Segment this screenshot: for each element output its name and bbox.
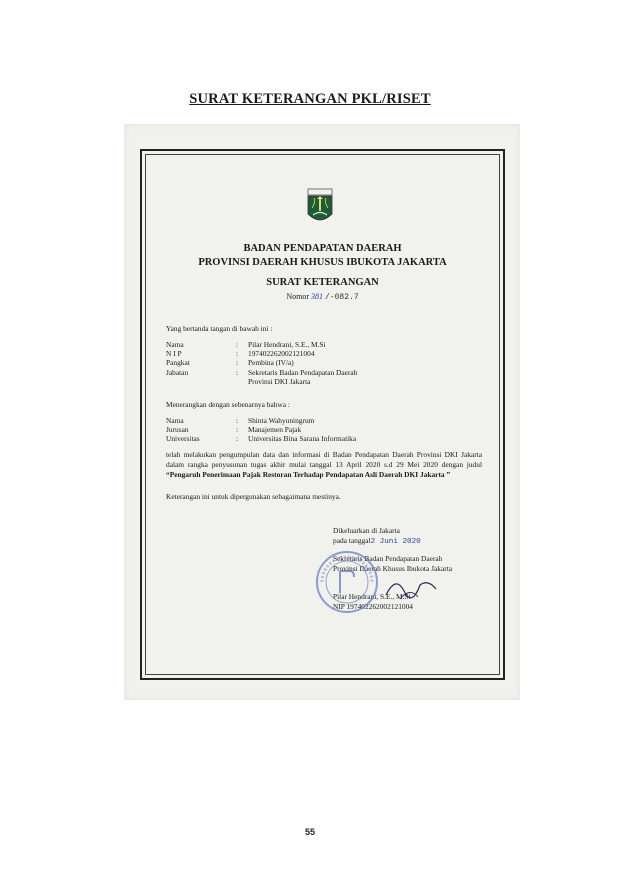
intro-text: Yang bertanda tangan di bawah ini : (166, 324, 273, 333)
signer-row: Jabatan : Sekretaris Badan Pendapatan Daerah (166, 367, 358, 377)
nomor-label: Nomor (286, 292, 310, 301)
date-label: pada tanggal (333, 535, 371, 545)
official-stamp-icon (314, 549, 380, 615)
signer-row: Nama : Pilar Hendrani, S.E., M.Si (166, 340, 326, 349)
sign-role-1: Sekretaris Badan Pendapatan Daerah (333, 554, 443, 564)
letter-frame (140, 149, 505, 680)
issued-at: Dikeluarkan di Jakarta (333, 526, 400, 535)
thesis-title: “Pengaruh Penerimaan Pajak Restoran Terhadap Pendapatan Asli Daerah DKI Jakarta ” (166, 470, 451, 479)
closing-text: Keterangan ini untuk dipergunakan sebagaimana mestinya. (166, 492, 341, 501)
page-number: 55 (304, 827, 315, 837)
sign-role-2: Provinsi Daerah Khusus Ibukota Jakarta (333, 563, 453, 573)
signer-details (166, 340, 486, 386)
letter-number (142, 292, 503, 302)
declares-text: Menerangkan dengan sebenarnya bahwa : (166, 400, 290, 409)
org-line-2: PROVINSI DAERAH KHUSUS IBUKOTA JAKARTA (198, 257, 447, 268)
signer-row: Provinsi DKI Jakarta (248, 376, 311, 386)
student-row: Jurusan : Manajemen Pajak (166, 425, 302, 435)
letter-title: SURAT KETERANGAN (266, 277, 379, 288)
student-details (166, 416, 486, 444)
signer-row: Pangkat : Pembina (IV/a) (166, 358, 294, 368)
body-paragraph (166, 450, 482, 480)
student-row: Universitas : Universitas Bina Sarana Informatika (166, 434, 357, 444)
signer-row: N I P : 197402262002121004 (166, 349, 315, 359)
sign-nip: NIP 197402262002121004 (333, 601, 413, 611)
letter-photo (124, 124, 520, 700)
issue-date-line (333, 536, 452, 548)
jakarta-emblem-icon (307, 188, 333, 226)
body-plain: telah melakukan pengumpulan data dan informasi di Badan Pendapatan Daerah Provinsi DKI Jakarta dalam rangka penyusunan tugas akhir mulai tanggal 13 April 2020 s.d 29 Mei 2020 dengan judul (166, 450, 482, 469)
student-row: Nama : Shinta Wahyuningrum (166, 416, 315, 425)
date-value: 2 Juni 2020 (370, 537, 421, 546)
page-heading: SURAT KETERANGAN PKL/RISET (189, 91, 431, 107)
signature-icon (382, 569, 442, 605)
org-line-1: BADAN PENDAPATAN DAERAH (243, 243, 402, 254)
sign-name: Pilar Hendrani, S.E., M.Si (333, 592, 411, 602)
nomor-handwritten: 381 (311, 292, 324, 301)
nomor-suffix: /-082.7 (325, 293, 359, 302)
